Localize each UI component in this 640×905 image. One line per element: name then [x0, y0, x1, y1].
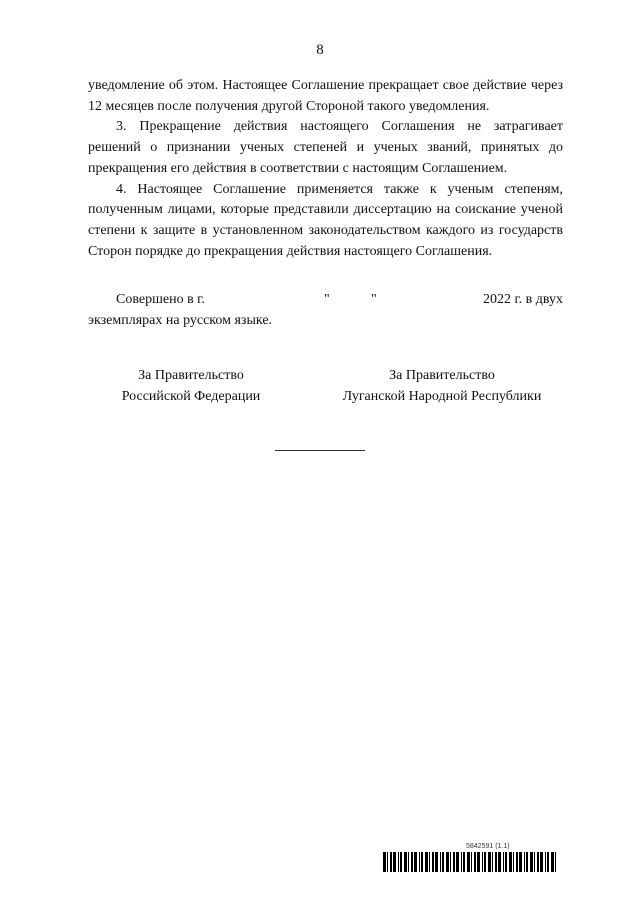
paragraph-notice-continuation: уведомление об этом. Настоящее Соглашение прекращает свое действие через 12 месяцев после получения другой Стороной такого уведомления.	[88, 78, 563, 114]
closing-rule	[275, 450, 365, 451]
signature-lnr-line-1: За Правительство	[389, 368, 495, 383]
signature-lnr-line-2: Луганской Народной Республики	[342, 388, 542, 404]
signature-russia-line-1: За Правительство	[138, 368, 244, 383]
date-quote-close: "	[371, 292, 377, 307]
done-clause-line-1	[88, 290, 563, 311]
done-clause	[88, 290, 563, 332]
done-clause-year: 2022 г. в двух	[482, 292, 563, 307]
page-number: 8	[316, 42, 324, 58]
done-clause-line-2: экземплярах на русском языке.	[88, 313, 273, 328]
signature-block-lnr	[322, 366, 562, 407]
done-clause-start: Совершено в г.	[116, 292, 205, 307]
date-quote-open: "	[324, 292, 330, 307]
paragraph-clause-4: 4. Настоящее Соглашение применяется также к ученым степеням, полученным лицами, которые представили диссертацию на соискание ученой степени к защите в установленном законодательством каждого из государств Сторон порядке до прекращения действия настоящего Соглашения.	[88, 181, 563, 259]
document-id: 5842591 (1.1)	[466, 843, 510, 850]
signature-block-russia	[71, 366, 311, 407]
signature-russia-line-2: Российской Федерации	[121, 388, 261, 404]
document-body	[88, 76, 563, 262]
barcode-image	[383, 852, 559, 872]
paragraph-clause-3: 3. Прекращение действия настоящего Соглашения не затрагивает решений о признании ученых степеней и ученых званий, принятых до прекращения его действия в соответствии с настоящим Соглашением.	[88, 119, 563, 176]
